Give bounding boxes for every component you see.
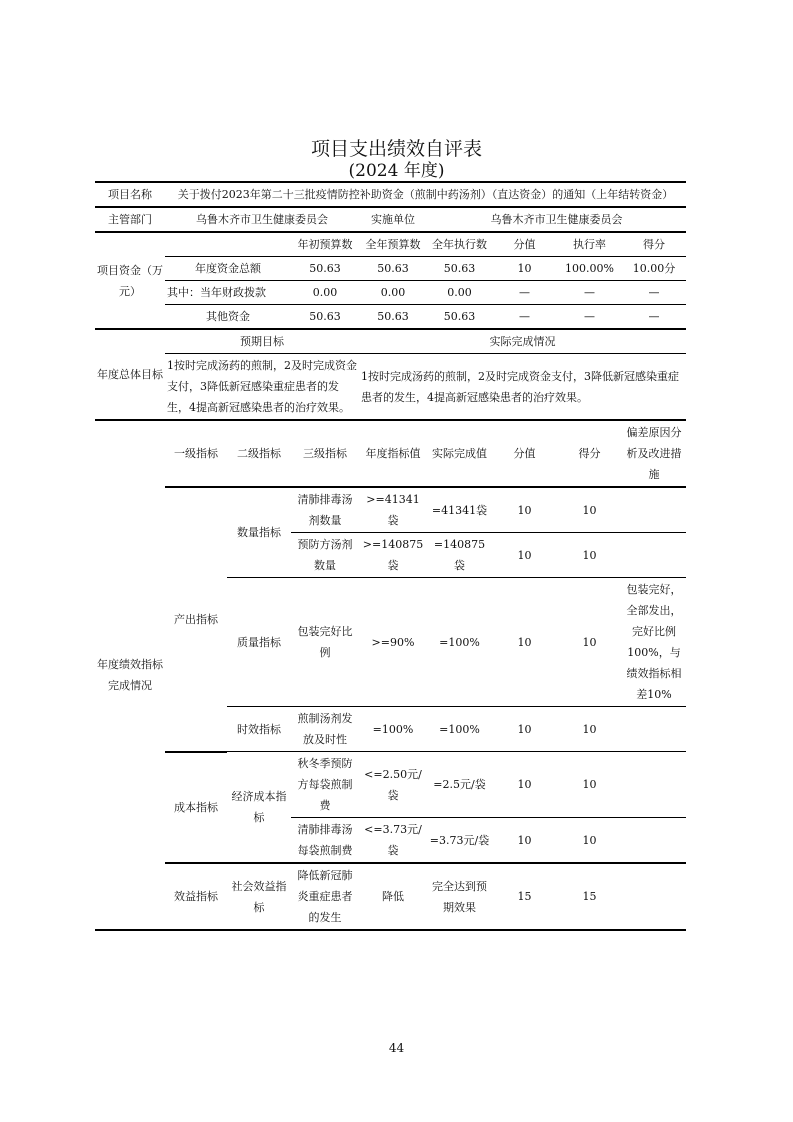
fund-header: 年初预算数 [297,238,353,251]
page-subtitle: (2024 年度) [348,161,445,181]
label-funds: 项目资金（万元） [95,232,165,329]
fund-header: 全年执行数 [432,238,487,251]
table-row: 成本指标 经济成本指标 秋冬季预防方每袋煎制费 <=2.50元/袋 =2.5元/袋 10 10 [95,752,686,818]
row-project-name [95,182,686,207]
label-project-name: 项目名称 [108,188,152,201]
row-dept [95,207,686,232]
label-goals: 年度总体目标 [95,329,165,420]
fund-row: 其中：当年财政拨款 0.00 0.00 0.00 — — — [95,281,686,305]
label-indicators: 年度绩效指标完成情况 [95,420,165,930]
table-row: 产出指标 数量指标 清肺排毒汤剂数量 >=41341袋 =41341袋 10 10 [95,487,686,533]
label-impl: 实施单位 [371,213,415,226]
evaluation-table [95,181,686,931]
page-title: 项目支出绩效自评表 [310,138,482,160]
label-dept: 主管部门 [108,213,152,226]
fund-header: 得分 [643,238,665,251]
indicator-header: 年度绩效指标完成情况 一级指标 二级指标 三级指标 年度指标值 实际完成值 分值 得分 偏差原因分析及改进措施 [95,420,686,487]
fund-header: 全年预算数 [365,238,421,251]
value-impl: 乌鲁木齐市卫生健康委员会 [490,213,623,226]
actual-goal: 1按时完成汤药的煎制，2及时完成资金支付，3降低新冠感染重症患者的发生，4提高新冠感染患者的治疗效果。 [361,369,679,404]
value-dept: 乌鲁木齐市卫生健康委员会 [196,213,328,226]
table-row: 时效指标 煎制汤剂发放及时性 =100% =100% 10 10 [95,707,686,752]
value-project-name: 关于拨付2023年第二十三批疫情防控补助资金（煎制中药汤剂）（直达资金）的通知（上年结转资金） [177,188,674,201]
table-row: 效益指标 社会效益指标 降低新冠肺炎重症患者的发生 降低 完全达到预期效果 15 15 [95,863,686,930]
fund-header: 分值 [513,238,536,251]
fund-row: 其他资金 50.63 50.63 50.63 — — — [95,305,686,330]
fund-header: 执行率 [573,238,606,251]
goals-header: 年度总体目标 预期目标 实际完成情况 [95,329,686,354]
funds-header [95,232,686,257]
expected-goal: 1按时完成汤药的煎制，2及时完成资金支付，3降低新冠感染重症患者的发生，4提高新冠感染患者的治疗效果。 [167,359,357,414]
table-row: 预防方汤剂数量 >=140875袋 =140875袋 10 10 [95,533,686,578]
goals-content [95,354,686,421]
table-row: 质量指标 包装完好比例 >=90% =100% 10 10 包装完好，全部发出，完好比例100%，与绩效指标相差10% [95,578,686,707]
fund-row: 年度资金总额 50.63 50.63 50.63 10 100.00% 10.00分 [95,257,686,281]
page-number: 44 [388,1041,405,1055]
table-row: 清肺排毒汤每袋煎制费 <=3.73元/袋 =3.73元/袋 10 10 [95,818,686,864]
